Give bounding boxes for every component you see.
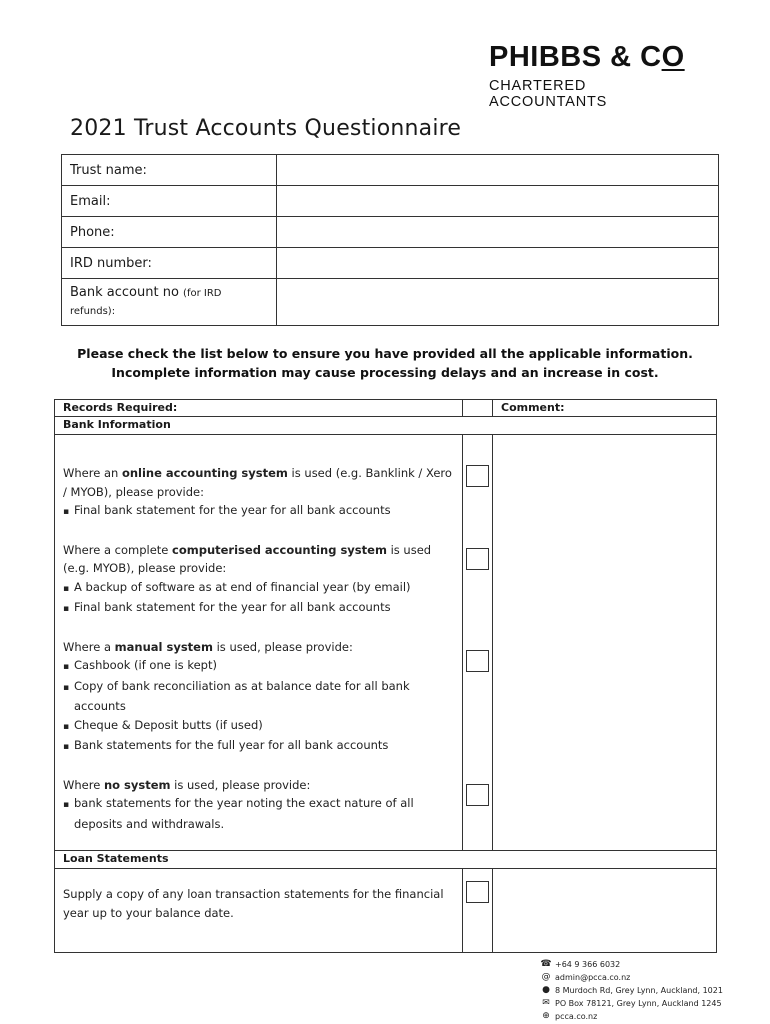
list-item: ▪ Final bank statement for the year for all bank accounts xyxy=(63,501,454,522)
section-title-bank-information: Bank Information xyxy=(55,417,717,435)
company-logo xyxy=(489,40,701,110)
bank-information-comment[interactable] xyxy=(493,435,717,851)
bank-information-requirements xyxy=(55,435,463,851)
requirement-online-system xyxy=(63,464,454,522)
ird-number-field[interactable] xyxy=(277,248,719,279)
bank-information-checkboxes xyxy=(463,435,493,851)
checkbox-no-system[interactable] xyxy=(466,784,489,806)
mail-icon: ✉ xyxy=(542,998,550,1008)
list-item: ▪ Cheque & Deposit butts (if used) xyxy=(63,716,454,737)
section-row-bank-information xyxy=(55,417,717,435)
trust-info-table xyxy=(61,154,719,326)
instructions-notice xyxy=(0,344,770,382)
section-row-loan-statements xyxy=(55,851,717,869)
phone-icon: ☎ xyxy=(540,959,552,969)
list-item: ▪ Final bank statement for the year for all bank accounts xyxy=(63,598,454,619)
contact-web: ⊕ pcca.co.nz xyxy=(540,1010,723,1023)
contact-address: ● 8 Murdoch Rd, Grey Lynn, Auckland, 1021 xyxy=(540,984,723,997)
info-row-phone xyxy=(62,217,719,248)
page-title: 2021 Trust Accounts Questionnaire xyxy=(70,116,462,141)
requirement-no-system-intro: Where no system is used, please provide: xyxy=(63,777,311,792)
list-item: ▪ bank statements for the year noting the exact nature of all deposits and withdrawals. xyxy=(63,794,454,833)
checkbox-computerised-system[interactable] xyxy=(466,548,489,570)
bank-account-label-text: Bank account no xyxy=(70,285,179,300)
trust-name-field[interactable] xyxy=(277,155,719,186)
notice-line-2: Incomplete information may cause processing delays and an increase in cost. xyxy=(111,365,659,380)
requirement-computerised-system xyxy=(63,541,454,619)
contact-email: @ admin@pcca.co.nz xyxy=(541,972,631,982)
loan-statements-comment[interactable] xyxy=(493,869,717,953)
at-sign-icon: @ xyxy=(541,972,551,982)
checkbox-manual-system[interactable] xyxy=(466,650,489,672)
trust-name-label: Trust name: xyxy=(62,155,277,186)
list-item: ▪ Copy of bank reconciliation as at balance date for all bank accounts xyxy=(63,677,454,716)
notice-line-1: Please check the list below to ensure you have provided all the applicable information. xyxy=(77,346,693,361)
requirement-computerised-intro: Where a complete computerised accounting system is used (e.g. MYOB), please provide: xyxy=(63,542,432,575)
requirement-no-system xyxy=(63,776,454,834)
logo-name: PHIBBS & CO xyxy=(489,41,685,73)
logo-tagline: CHARTERED ACCOUNTANTS xyxy=(489,78,608,110)
list-item: ▪ Cashbook (if one is kept) xyxy=(63,656,454,677)
checkbox-column-header xyxy=(463,400,493,417)
contact-po-box: ✉ PO Box 78121, Grey Lynn, Auckland 1245 xyxy=(540,997,723,1010)
bank-account-field[interactable] xyxy=(277,279,719,326)
list-item: ▪ A backup of software as at end of financial year (by email) xyxy=(63,578,454,599)
location-pin-icon: ● xyxy=(542,985,550,995)
records-table xyxy=(54,399,717,953)
loan-statements-body-row xyxy=(55,869,717,953)
phone-label: Phone: xyxy=(62,217,277,248)
info-row-bank-account xyxy=(62,279,719,326)
ird-number-label: IRD number: xyxy=(62,248,277,279)
section-title-loan-statements: Loan Statements xyxy=(55,851,717,869)
phone-field[interactable] xyxy=(277,217,719,248)
loan-statements-requirement: Supply a copy of any loan transaction statements for the financial year up to your balance date. xyxy=(55,869,463,953)
list-item: ▪ Bank statements for the full year for all bank accounts xyxy=(63,736,454,757)
checkbox-online-system[interactable] xyxy=(466,465,489,487)
contact-details xyxy=(540,958,723,1023)
globe-icon: ⊕ xyxy=(542,1011,550,1021)
requirement-manual-system xyxy=(63,638,454,757)
requirement-manual-intro: Where a manual system is used, please provide: xyxy=(63,639,353,654)
loan-statements-checkbox-cell xyxy=(463,869,493,953)
info-row-email xyxy=(62,186,719,217)
email-field[interactable] xyxy=(277,186,719,217)
info-row-trust-name xyxy=(62,155,719,186)
requirement-online-intro: Where an online accounting system is used (e.g. Banklink / Xero / MYOB), please provide: xyxy=(63,466,452,499)
records-required-header: Records Required: xyxy=(55,400,463,417)
contact-phone: ☎ +64 9 366 6032 xyxy=(540,959,621,969)
email-label: Email: xyxy=(62,186,277,217)
bank-account-label-note: (for IRD refunds): xyxy=(70,288,222,317)
records-header-row xyxy=(55,400,717,417)
bank-information-body-row xyxy=(55,435,717,851)
info-row-ird xyxy=(62,248,719,279)
bank-account-label xyxy=(62,279,277,326)
comment-header: Comment: xyxy=(493,400,717,417)
checkbox-loan-statements[interactable] xyxy=(466,881,489,903)
